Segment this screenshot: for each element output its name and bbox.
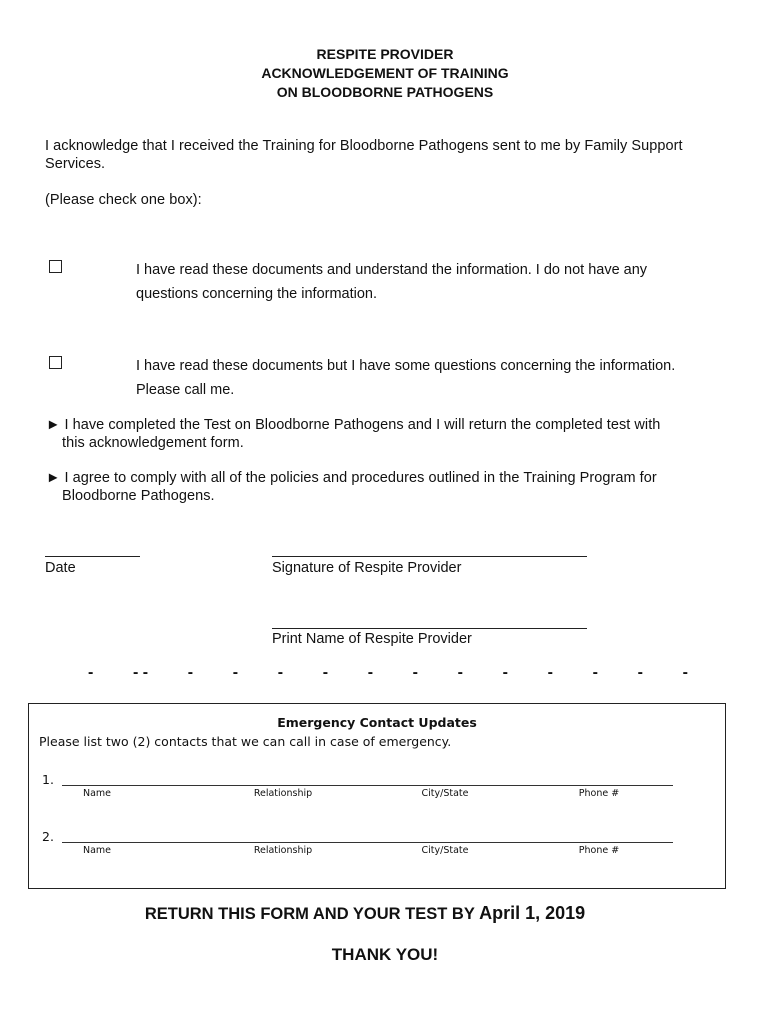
option-1-line-1: I have read these documents and understand the information. I do not have any xyxy=(136,262,648,278)
contact-2-line[interactable] xyxy=(62,842,673,843)
return-date: April 1, 2019 xyxy=(479,903,586,923)
separator-dash: - xyxy=(637,664,643,681)
date-line[interactable] xyxy=(45,556,140,557)
contact-2-city-caption: City/State xyxy=(421,845,469,856)
contact-1-name-caption: Name xyxy=(82,788,112,799)
separator-dash: - xyxy=(412,664,418,681)
contact-1-line[interactable] xyxy=(62,785,673,786)
print-name-line[interactable] xyxy=(272,628,587,629)
cut-line-separator xyxy=(88,664,688,682)
contact-2-name-caption: Name xyxy=(82,845,112,856)
separator-dash: - xyxy=(88,664,94,681)
separator-dash: - xyxy=(322,664,329,681)
contact-1-relationship-caption: Relationship xyxy=(253,788,313,799)
emergency-title: Emergency Contact Updates xyxy=(277,715,477,730)
return-prefix: RETURN THIS FORM AND YOUR TEST BY xyxy=(144,905,480,923)
option-1-line-2: questions concerning the information. xyxy=(136,286,378,302)
option-2-line-1: I have read these documents but I have some questions concerning the information. xyxy=(136,358,676,374)
separator-dash: - xyxy=(187,664,194,681)
intro-line-1: I acknowledge that I received the Training for Bloodborne Pathogens sent to me by Family Support xyxy=(45,138,683,154)
contact-1-number: 1. xyxy=(42,772,54,787)
form-title-line-2: ACKNOWLEDGEMENT OF TRAINING xyxy=(261,65,509,81)
contact-1-phone-caption: Phone # xyxy=(578,788,620,799)
statement-1-line-1: ► I have completed the Test on Bloodborne Pathogens and I will return the completed test with xyxy=(46,417,661,433)
print-name-label: Print Name of Respite Provider xyxy=(272,631,472,647)
separator-dash: - xyxy=(592,664,598,681)
statement-2-line-1: ► I agree to comply with all of the policies and procedures outlined in the Training Program for xyxy=(46,470,657,486)
separator-dash: - xyxy=(232,664,239,681)
contact-2-number: 2. xyxy=(42,829,54,844)
separator-dash: - xyxy=(502,664,508,681)
signature-line[interactable] xyxy=(272,556,587,557)
statement-2-line-2: Bloodborne Pathogens. xyxy=(62,488,215,504)
separator-dash: - xyxy=(367,664,374,681)
thank-you: THANK YOU! xyxy=(331,945,439,964)
option-2-line-2: Please call me. xyxy=(136,382,235,398)
separator-dash: - xyxy=(457,664,463,681)
emergency-contact-box xyxy=(28,703,726,889)
signature-label: Signature of Respite Provider xyxy=(272,560,462,576)
intro-line-2: Services. xyxy=(45,156,106,172)
contact-2-relationship-caption: Relationship xyxy=(253,845,313,856)
emergency-instruction: Please list two (2) contacts that we can call in case of emergency. xyxy=(39,734,452,749)
option-2-checkbox[interactable] xyxy=(49,356,62,369)
contact-2-phone-caption: Phone # xyxy=(578,845,620,856)
check-instruction: (Please check one box): xyxy=(45,192,202,208)
option-1-checkbox[interactable] xyxy=(49,260,62,273)
separator-dash: - - xyxy=(132,664,149,681)
statement-1-line-2: this acknowledgement form. xyxy=(62,435,244,451)
form-title-line-3: ON BLOODBORNE PATHOGENS xyxy=(276,84,494,100)
separator-dash: - xyxy=(682,664,688,681)
return-instruction xyxy=(0,903,730,924)
separator-dash: - xyxy=(547,664,553,681)
form-title-line-1: RESPITE PROVIDER xyxy=(316,46,454,62)
date-label: Date xyxy=(45,560,76,576)
contact-1-city-caption: City/State xyxy=(421,788,469,799)
separator-dash: - xyxy=(277,664,284,681)
